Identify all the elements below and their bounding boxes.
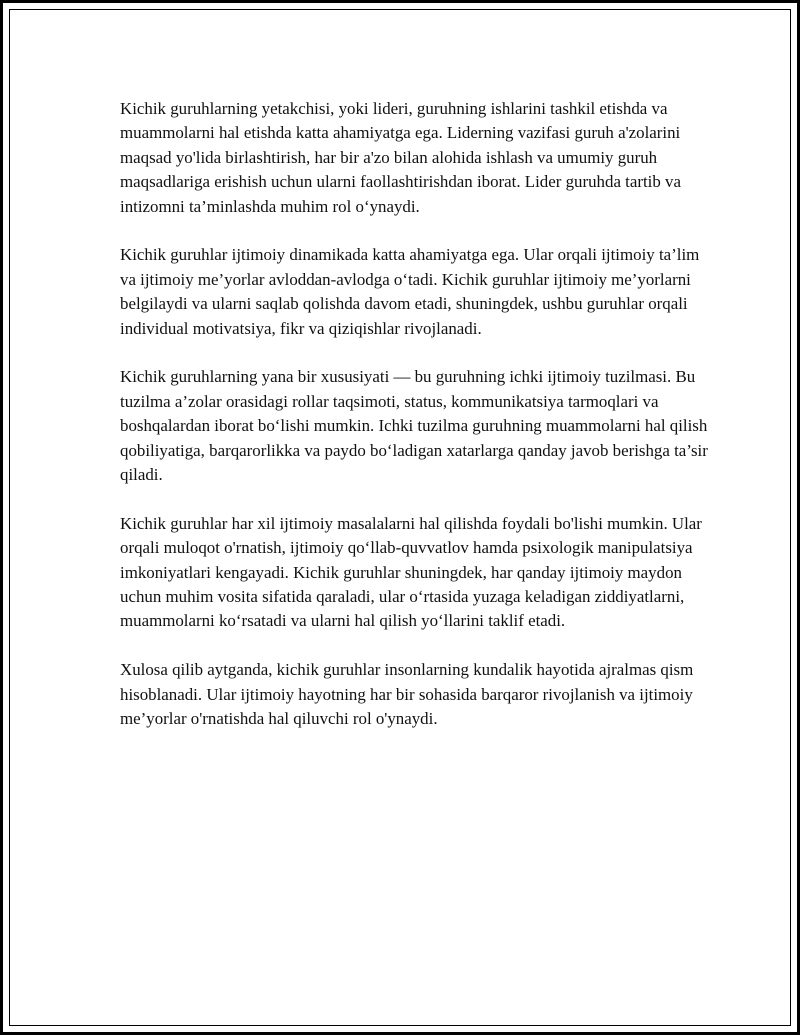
paragraph-conclusion: Xulosa qilib aytganda, kichik guruhlar insonlarning kundalik hayotida ajralmas qism hisoblanadi. Ular ijtimoiy hayotning har bir sohasida barqaror rivojlanish va ijtimoiy me’yorlar o'rnatishda hal qiluvchi rol o'ynaydi. [120,660,694,729]
paragraph-leader: Kichik guruhlarning yetakchisi, yoki lideri, guruhning ishlarini tashkil etishda va muammolarni hal etishda katta ahamiyatga ega. Liderning vazifasi guruh a'zolarini maqsad yo'lida birlashtirish, har bir a'zo bilan alohida ishlash va umumiy guruh maqsadlariga erishish uchun ularni faollashtirishdan iborat. Lider guruhda tartib va intizomni ta’minlashda muhim rol o‘ynaydi. [120,99,681,216]
document-body [120,97,710,732]
paragraph-social-issues: Kichik guruhlar har xil ijtimoiy masalalarni hal qilishda foydali bo'lishi mumkin. Ular orqali muloqot o'rnatish, ijtimoiy qo‘llab-quvvatlov hamda psixologik manipulatsiya imkoniyatlari kengayadi. Kichik guruhlar shuningdek, har qanday ijtimoiy maydon uchun muhim vosita sifatida qaraladi, ular o‘rtasida yuzaga keladigan ziddiyatlarni, muammolarni ko‘rsatadi va ularni hal qilish yo‘llarini taklif etadi. [120,513,702,631]
paragraph-internal-structure: Kichik guruhlarning yana bir xususiyati — bu guruhning ichki ijtimoiy tuzilmasi. Bu tuzilma a’zolar orasidagi rollar taqsimoti, status, kommunikatsiya tarmoqlari va boshqalardan iborat bo‘lishi mumkin. Ichki tuzilma guruhning muammolarni hal qilish qobiliyatiga, barqarorlikka va paydo bo‘ladigan xatarlarga qanday javob berishga ta’sir qiladi. [120,367,708,485]
paragraph-social-dynamics: Kichik guruhlar ijtimoiy dinamikada katta ahamiyatga ega. Ular orqali ijtimoiy ta’lim va ijtimoiy me’yorlar avloddan-avlodga o‘tadi. Kichik guruhlar ijtimoiy me’yorlarni belgilaydi va ularni saqlab qolishda davom etadi, shuningdek, ushbu guruhlar orqali individual motivatsiya, fikr va qiziqishlar rivojlanadi. [120,245,700,338]
